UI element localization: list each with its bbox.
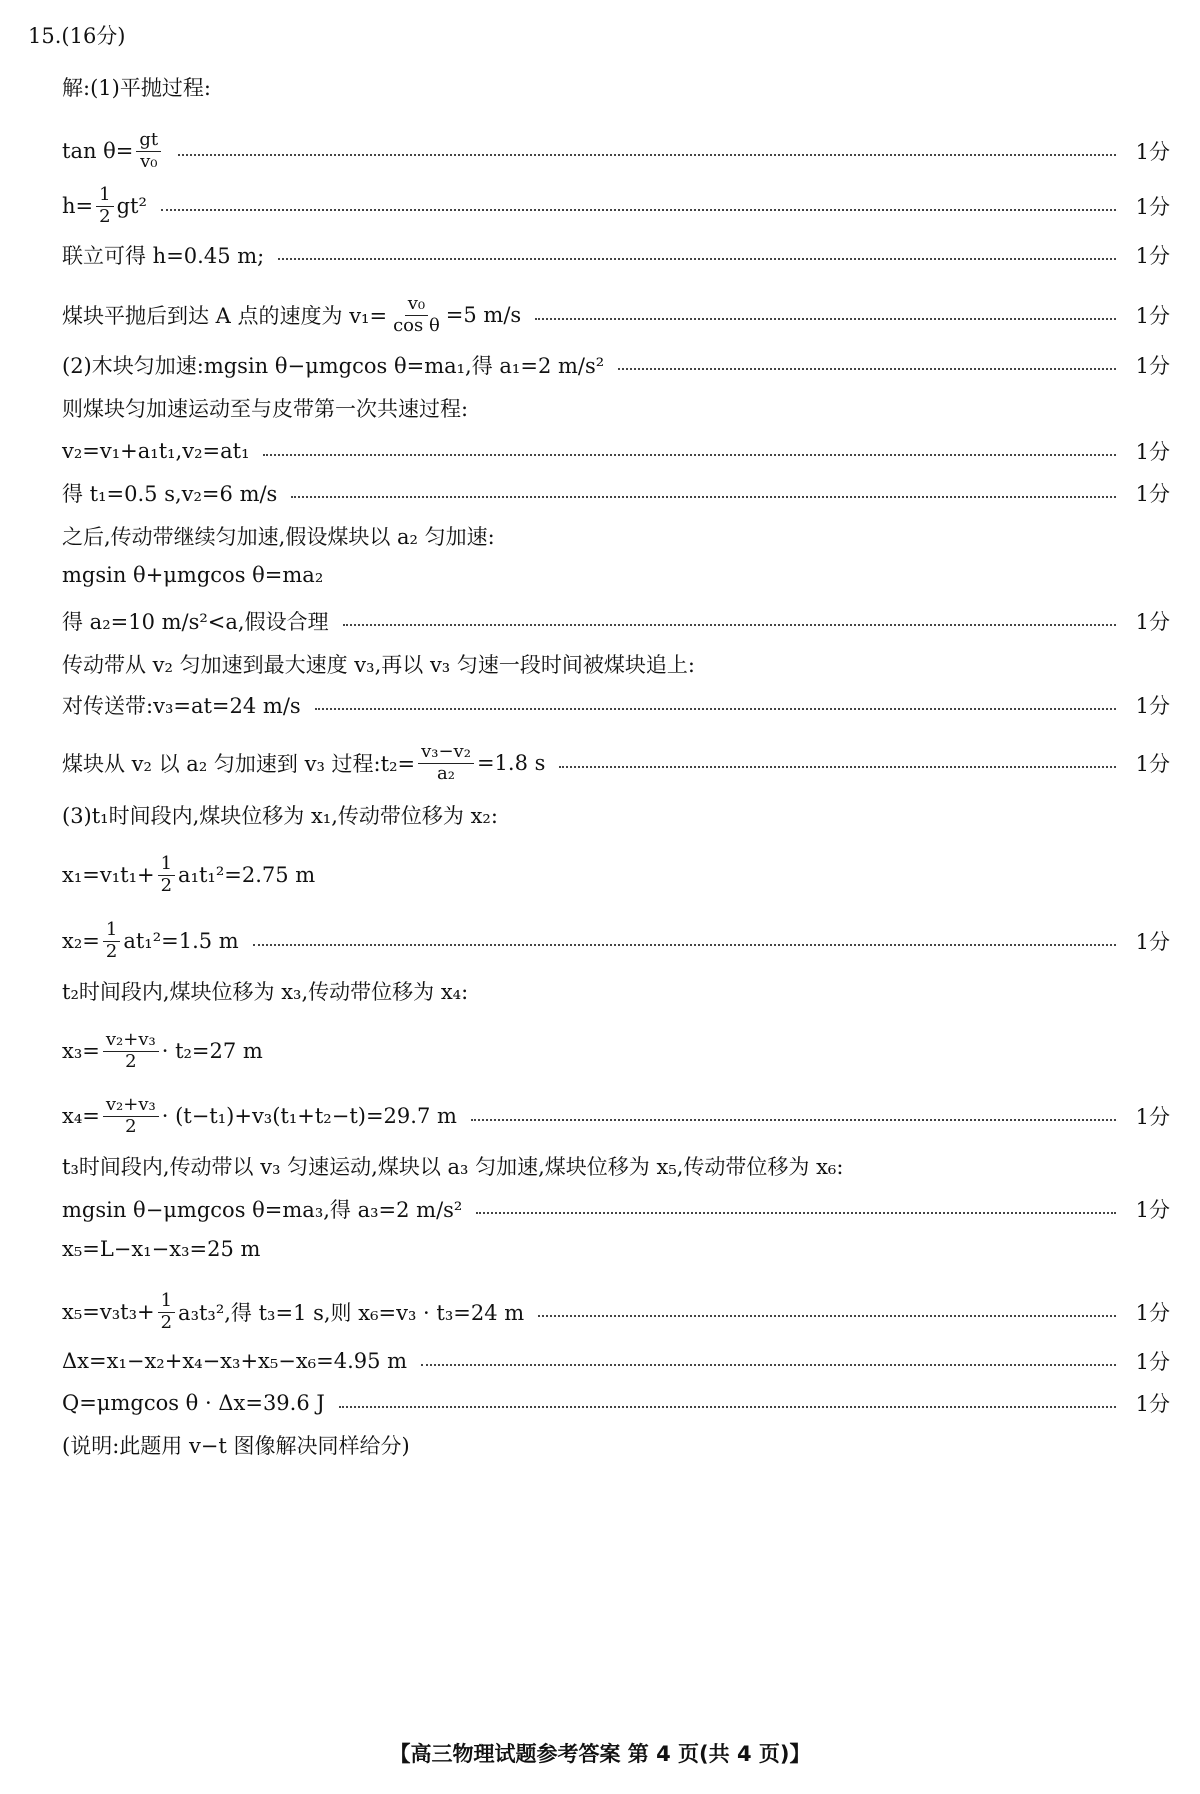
score-label: 1分 xyxy=(1135,1198,1170,1222)
solution-line xyxy=(62,800,1170,830)
solution-line xyxy=(62,1346,1170,1376)
solution-line xyxy=(62,1030,1170,1072)
solution-line xyxy=(62,478,1170,508)
solution-line xyxy=(62,350,1170,380)
solution-line xyxy=(62,920,1170,962)
fraction-denominator: a₂ xyxy=(437,762,455,784)
dot-leader xyxy=(421,1364,1116,1366)
equation xyxy=(62,854,315,896)
equation xyxy=(62,521,495,551)
line-text: (2)木块匀加速:mgsin θ−μmgcos θ=ma₁,得 a₁=2 m/s² xyxy=(62,354,605,378)
equation xyxy=(62,1194,462,1224)
line-text-tail: gt² xyxy=(116,194,147,219)
line-text: x₃= xyxy=(62,1039,100,1064)
solution-line xyxy=(62,393,1170,423)
dot-leader xyxy=(343,624,1116,626)
dot-leader xyxy=(161,209,1116,211)
equation xyxy=(62,1151,843,1181)
fraction-denominator: 2 xyxy=(125,1050,137,1072)
line-text-tail: a₃t₃²,得 t₃=1 s,则 x₆=v₃ · t₃=24 m xyxy=(178,1301,525,1326)
fraction xyxy=(96,185,113,227)
fraction-numerator: v₃−v₂ xyxy=(418,742,474,764)
fraction-numerator: 1 xyxy=(103,920,120,942)
solution-line xyxy=(62,742,1170,784)
dot-leader xyxy=(559,766,1116,768)
fraction-denominator: 2 xyxy=(160,874,173,896)
fraction xyxy=(136,130,161,172)
line-text: mgsin θ−μmgcos θ=ma₃,得 a₃=2 m/s² xyxy=(62,1198,463,1222)
dot-leader xyxy=(535,318,1116,320)
equation xyxy=(62,350,604,380)
score-label: 1分 xyxy=(1135,1392,1170,1416)
line-text: h= xyxy=(62,194,94,219)
fraction-denominator: 2 xyxy=(160,1311,173,1333)
solution-line xyxy=(62,854,1170,896)
solution-line xyxy=(62,1237,1170,1261)
line-text: Q=μmgcos θ · Δx=39.6 J xyxy=(62,1391,325,1415)
fraction-numerator: gt xyxy=(136,130,161,152)
equation xyxy=(62,1391,325,1415)
score-label: 1分 xyxy=(1135,140,1170,165)
equation xyxy=(62,1430,410,1460)
equation xyxy=(62,185,147,227)
score-label: 1分 xyxy=(1135,195,1170,220)
line-text-tail: =1.8 s xyxy=(476,751,546,776)
score-label: 1分 xyxy=(1135,1350,1170,1374)
score-label: 1分 xyxy=(1135,244,1170,268)
fraction xyxy=(103,920,120,962)
line-text: 则煤块匀加速运动至与皮带第一次共速过程: xyxy=(62,397,469,421)
solution-line xyxy=(62,1430,1170,1460)
line-text: mgsin θ+μmgcos θ=ma₂ xyxy=(62,563,324,587)
equation xyxy=(62,606,329,636)
equation xyxy=(62,240,264,270)
equation xyxy=(62,976,468,1006)
solution-line xyxy=(62,649,1170,679)
solution-line xyxy=(62,1151,1170,1181)
fraction-numerator: v₂+v₃ xyxy=(103,1095,159,1117)
score-label: 1分 xyxy=(1135,304,1170,329)
line-text: (3)t₁时间段内,煤块位移为 x₁,传动带位移为 x₂: xyxy=(62,804,498,828)
fraction-numerator: v₀ xyxy=(405,294,428,316)
dot-leader xyxy=(315,708,1116,710)
line-text: (说明:此题用 v−t 图像解决同样给分) xyxy=(62,1434,410,1458)
equation xyxy=(62,393,468,423)
line-text: x₂= xyxy=(62,929,100,954)
equation xyxy=(62,1030,263,1072)
line-text-tail: =5 m/s xyxy=(445,303,522,328)
solution-line xyxy=(62,436,1170,466)
equation xyxy=(62,649,695,679)
score-label: 1分 xyxy=(1135,930,1170,955)
equation xyxy=(62,130,164,172)
equation xyxy=(62,294,521,336)
dot-leader xyxy=(618,368,1116,370)
fraction-numerator: 1 xyxy=(96,185,113,207)
line-text: t₂时间段内,煤块位移为 x₃,传动带位移为 x₄: xyxy=(62,980,469,1004)
fraction xyxy=(390,294,443,336)
solution-line xyxy=(62,976,1170,1006)
equation xyxy=(62,1237,260,1261)
fraction-denominator: 2 xyxy=(105,940,118,962)
dot-leader xyxy=(263,454,1116,456)
solution-line xyxy=(62,185,1170,227)
dot-leader xyxy=(278,258,1116,260)
line-text: 解:(1)平抛过程: xyxy=(62,76,211,100)
line-text: v₂=v₁+a₁t₁,v₂=at₁ xyxy=(62,439,250,463)
fraction xyxy=(103,1030,159,1072)
dot-leader xyxy=(291,496,1116,498)
score-label: 1分 xyxy=(1135,482,1170,506)
equation xyxy=(62,800,498,830)
solution-line xyxy=(62,563,1170,587)
line-text: 得 a₂=10 m/s²<a,假设合理 xyxy=(62,610,329,634)
solution-line xyxy=(62,1388,1170,1418)
score-label: 1分 xyxy=(1135,610,1170,634)
solution-line xyxy=(62,1095,1170,1137)
equation xyxy=(62,690,301,720)
line-text: x₅=L−x₁−x₃=25 m xyxy=(62,1237,261,1261)
equation xyxy=(62,439,249,463)
fraction xyxy=(418,742,474,784)
line-text: tan θ= xyxy=(62,139,134,164)
line-text-tail: at₁²=1.5 m xyxy=(123,929,239,954)
solution-line xyxy=(62,294,1170,336)
fraction-numerator: v₂+v₃ xyxy=(103,1030,159,1052)
equation xyxy=(62,742,545,784)
line-text-tail: a₁t₁²=2.75 m xyxy=(178,863,316,888)
line-text: 煤块从 v₂ 以 a₂ 匀加速到 v₃ 过程:t₂= xyxy=(62,752,416,777)
line-text: Δx=x₁−x₂+x₄−x₃+x₅−x₆=4.95 m xyxy=(62,1349,408,1373)
line-text: 对传送带:v₃=at=24 m/s xyxy=(62,694,301,718)
dot-leader xyxy=(339,1406,1116,1408)
line-text-tail: · t₂=27 m xyxy=(161,1039,263,1064)
fraction xyxy=(158,854,175,896)
equation xyxy=(62,478,277,508)
fraction-numerator: 1 xyxy=(158,1291,175,1313)
question-number: 15.(16分) xyxy=(28,24,126,48)
dot-leader xyxy=(253,944,1116,946)
fraction-numerator: 1 xyxy=(158,854,175,876)
solution-line xyxy=(62,72,1170,102)
question-header xyxy=(28,20,1170,50)
dot-leader xyxy=(471,1119,1116,1121)
line-text-tail: · (t−t₁)+v₃(t₁+t₂−t)=29.7 m xyxy=(161,1104,457,1129)
fraction-denominator: 2 xyxy=(99,205,111,227)
dot-leader xyxy=(538,1315,1116,1317)
line-text: t₃时间段内,传动带以 v₃ 匀速运动,煤块以 a₃ 匀加速,煤块位移为 x₅,传动带位移为 x₆: xyxy=(62,1155,844,1179)
line-text: 煤块平抛后到达 A 点的速度为 v₁= xyxy=(62,304,388,329)
page-footer: 【高三物理试题参考答案 第 4 页(共 4 页)】 xyxy=(389,1742,811,1766)
equation xyxy=(62,920,239,962)
fraction xyxy=(103,1095,159,1137)
score-label: 1分 xyxy=(1135,1301,1170,1326)
score-label: 1分 xyxy=(1135,694,1170,718)
solution-line xyxy=(62,606,1170,636)
line-text: 得 t₁=0.5 s,v₂=6 m/s xyxy=(62,482,278,506)
fraction xyxy=(158,1291,175,1333)
score-label: 1分 xyxy=(1135,440,1170,464)
line-text: 之后,传动带继续匀加速,假设煤块以 a₂ 匀加速: xyxy=(62,525,495,549)
line-text: x₁=v₁t₁+ xyxy=(62,863,155,888)
solution-line xyxy=(62,521,1170,551)
equation xyxy=(62,563,323,587)
line-text: x₅=v₃t₃+ xyxy=(62,1300,155,1325)
line-text: 联立可得 h=0.45 m; xyxy=(62,244,265,268)
score-label: 1分 xyxy=(1135,1105,1170,1130)
solution-line xyxy=(62,130,1170,172)
score-label: 1分 xyxy=(1135,752,1170,777)
fraction-denominator: v₀ xyxy=(140,150,158,172)
solution-line xyxy=(62,690,1170,720)
line-text: x₄= xyxy=(62,1104,100,1129)
dot-leader xyxy=(178,154,1116,156)
fraction-denominator: 2 xyxy=(125,1115,137,1137)
dot-leader xyxy=(476,1212,1116,1214)
equation xyxy=(62,1291,524,1333)
solution-line xyxy=(62,240,1170,270)
solution-line xyxy=(62,1291,1170,1333)
score-label: 1分 xyxy=(1135,354,1170,378)
equation xyxy=(62,1095,457,1137)
equation xyxy=(62,1349,407,1373)
equation xyxy=(62,72,211,102)
line-text: 传动带从 v₂ 匀加速到最大速度 v₃,再以 v₃ 匀速一段时间被煤块追上: xyxy=(62,653,695,677)
solution-line xyxy=(62,1194,1170,1224)
fraction-denominator: cos θ xyxy=(393,314,440,336)
